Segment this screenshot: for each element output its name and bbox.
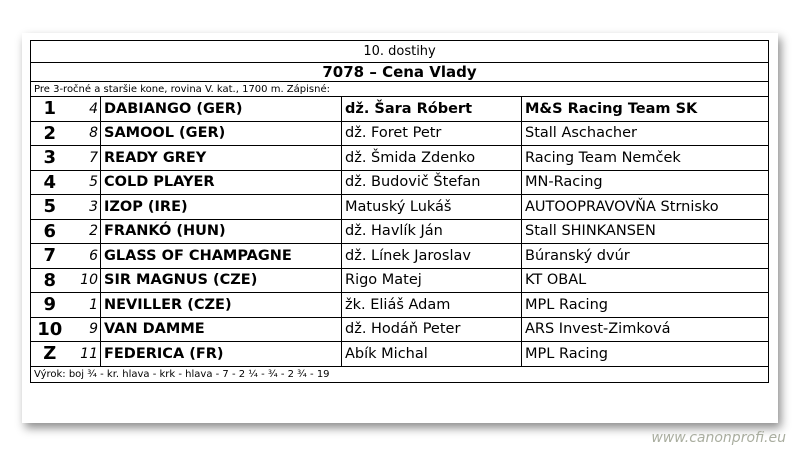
race-verdict: Výrok: boj ¾ - kr. hlava - krk - hlava - 7 - 2 ¼ - ¾ - 2 ¾ - 19	[31, 366, 769, 382]
result-row	[31, 146, 769, 171]
result-row	[31, 195, 769, 220]
owner-cell: ARS Invest-Zimková	[522, 317, 769, 342]
horse-name-cell: VAN DAMME	[101, 317, 342, 342]
owner-cell: Racing Team Nemček	[522, 146, 769, 171]
owner-cell: AUTOOPRAVOVŇA Strnisko	[522, 195, 769, 220]
horse-name-cell: READY GREY	[101, 146, 342, 171]
place-cell: 8	[31, 268, 69, 293]
jockey-cell: dž. Šmida Zdenko	[342, 146, 522, 171]
jockey-cell: dž. Havlík Ján	[342, 219, 522, 244]
owner-cell: Búranský dvúr	[522, 244, 769, 269]
race-name: 7078 – Cena Vlady	[31, 63, 769, 82]
place-cell: Z	[31, 342, 69, 367]
jockey-cell: dž. Foret Petr	[342, 121, 522, 146]
race-number: 10. dostihy	[31, 41, 769, 63]
start-number-cell: 2	[69, 219, 101, 244]
owner-cell: MPL Racing	[522, 342, 769, 367]
horse-name-cell: GLASS OF CHAMPAGNE	[101, 244, 342, 269]
place-cell: 10	[31, 317, 69, 342]
result-row	[31, 219, 769, 244]
owner-cell: MN-Racing	[522, 170, 769, 195]
result-row	[31, 121, 769, 146]
jockey-cell: dž. Hodáň Peter	[342, 317, 522, 342]
owner-cell: Stall SHINKANSEN	[522, 219, 769, 244]
place-cell: 7	[31, 244, 69, 269]
owner-cell: Stall Aschacher	[522, 121, 769, 146]
result-row	[31, 97, 769, 122]
start-number-cell: 1	[69, 293, 101, 318]
jockey-cell: dž. Línek Jaroslav	[342, 244, 522, 269]
owner-cell: MPL Racing	[522, 293, 769, 318]
jockey-cell: dž. Šara Róbert	[342, 97, 522, 122]
watermark: www.canonprofi.eu	[651, 430, 786, 446]
start-number-cell: 8	[69, 121, 101, 146]
place-cell: 3	[31, 146, 69, 171]
owner-cell: M&S Racing Team SK	[522, 97, 769, 122]
jockey-cell: Rigo Matej	[342, 268, 522, 293]
start-number-cell: 11	[69, 342, 101, 367]
result-row	[31, 170, 769, 195]
place-cell: 9	[31, 293, 69, 318]
result-row	[31, 244, 769, 269]
result-row	[31, 268, 769, 293]
race-results-table	[30, 40, 769, 383]
start-number-cell: 9	[69, 317, 101, 342]
horse-name-cell: SAMOOL (GER)	[101, 121, 342, 146]
jockey-cell: Matuský Lukáš	[342, 195, 522, 220]
place-cell: 1	[31, 97, 69, 122]
start-number-cell: 6	[69, 244, 101, 269]
horse-name-cell: SIR MAGNUS (CZE)	[101, 268, 342, 293]
place-cell: 5	[31, 195, 69, 220]
horse-name-cell: DABIANGO (GER)	[101, 97, 342, 122]
place-cell: 6	[31, 219, 69, 244]
result-row	[31, 293, 769, 318]
start-number-cell: 7	[69, 146, 101, 171]
start-number-cell: 3	[69, 195, 101, 220]
race-conditions: Pre 3-ročné a staršie kone, rovina V. kat., 1700 m. Zápisné:	[31, 82, 769, 97]
horse-name-cell: FEDERICA (FR)	[101, 342, 342, 367]
result-row	[31, 342, 769, 367]
jockey-cell: Abík Michal	[342, 342, 522, 367]
start-number-cell: 4	[69, 97, 101, 122]
result-row	[31, 317, 769, 342]
horse-name-cell: NEVILLER (CZE)	[101, 293, 342, 318]
start-number-cell: 10	[69, 268, 101, 293]
jockey-cell: žk. Eliáš Adam	[342, 293, 522, 318]
horse-name-cell: FRANKÓ (HUN)	[101, 219, 342, 244]
horse-name-cell: COLD PLAYER	[101, 170, 342, 195]
start-number-cell: 5	[69, 170, 101, 195]
place-cell: 4	[31, 170, 69, 195]
horse-name-cell: IZOP (IRE)	[101, 195, 342, 220]
owner-cell: KT OBAL	[522, 268, 769, 293]
place-cell: 2	[31, 121, 69, 146]
jockey-cell: dž. Budovič Štefan	[342, 170, 522, 195]
